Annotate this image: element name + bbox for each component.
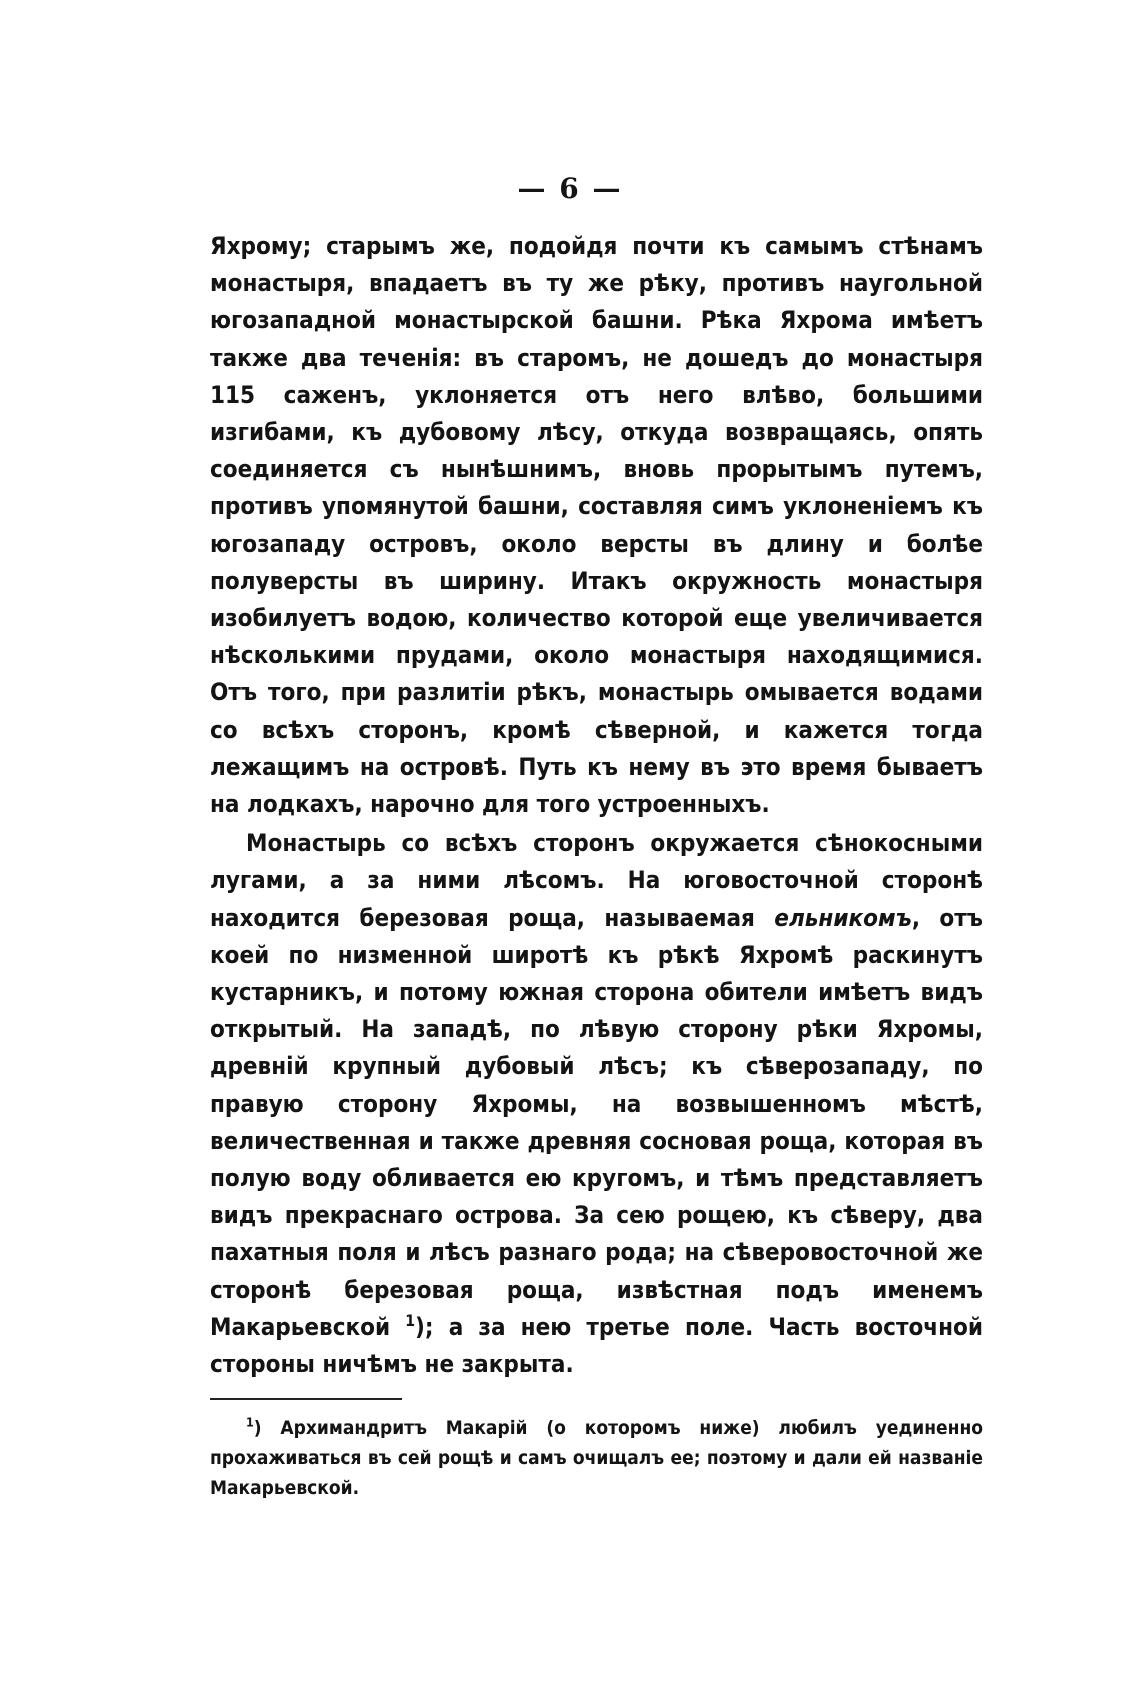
footnote-text: ) Архимандритъ Макарій (о которомъ ниже) любилъ уединенно прохаживаться въ сей рощѣ и самъ очищалъ ее; поэтому и дали ей названіе Макарьевской. — [210, 1417, 983, 1499]
footnote-marker: 1 — [246, 1415, 254, 1430]
main-text — [210, 228, 983, 1383]
paragraph-1: Яхрому; старымъ же, подойдя почти къ самымъ стѣнамъ монастыря, впадаетъ въ ту же рѣку, противъ наугольной югозападной монастырской башни. Рѣка Яхрома имѣетъ также два теченія: въ старомъ, не дошедъ до монастыря 115 саженъ, уклоняется отъ него влѣво, большими изгибами, къ дубовому лѣсу, откуда возвращаясь, опять соединяется съ нынѣшнимъ, вновь прорытымъ путемъ, противъ упомянутой башни, составляя симъ уклоненіемъ къ югозападу островъ, около версты въ длину и болѣе полуверсты въ ширину. Итакъ окружность монастыря изобилуетъ водою, количество которой еще увеличивается нѣсколькими прудами, около монастыря находящимися. Отъ того, при разлитіи рѣкъ, монастырь омывается водами со всѣхъ сторонъ, кромѣ сѣверной, и кажется тогда лежащимъ на островѣ. Путь къ нему въ это время бываетъ на лодкахъ, нарочно для того устроенныхъ. — [210, 232, 983, 819]
paragraph-2 — [210, 825, 983, 1383]
page-number: — 6 — — [517, 172, 623, 205]
footnote-reference: 1 — [405, 1311, 416, 1330]
paragraph-2-part-1: Монастырь со всѣхъ сторонъ окружается сѣнокосными лугами, а за ними лѣсомъ. На юговосточной сторонѣ находится березовая роща, называемая — [210, 829, 983, 932]
footnote-divider — [210, 1398, 402, 1400]
paragraph-2-part-3: ); а за нею третье поле. Часть восточной стороны ничѣмъ не закрыта. — [210, 1312, 983, 1379]
paragraph-2-part-2: , отъ коей по низменной широтѣ къ рѣкѣ Яхромѣ раскинутъ кустарникъ, и потому южная сторона обители имѣетъ видъ открытый. На западѣ, по лѣвую сторону рѣки Яхромы, древній крупный дубовый лѣсъ; къ сѣверозападу, по правую сторону Яхромы, на возвышенномъ мѣстѣ, величественная и также древняя сосновая роща, которая въ полую воду обливается ею кругомъ, и тѣмъ представляетъ видъ прекраснаго острова. За сею рощею, къ сѣверу, два пахатныя поля и лѣсъ разнаго рода; на сѣверовосточной же сторонѣ березовая роща, извѣстная подъ именемъ Макарьевской — [210, 903, 984, 1341]
footnote — [210, 1413, 983, 1503]
paragraph-2-italic-term: ельникомъ — [774, 903, 912, 932]
